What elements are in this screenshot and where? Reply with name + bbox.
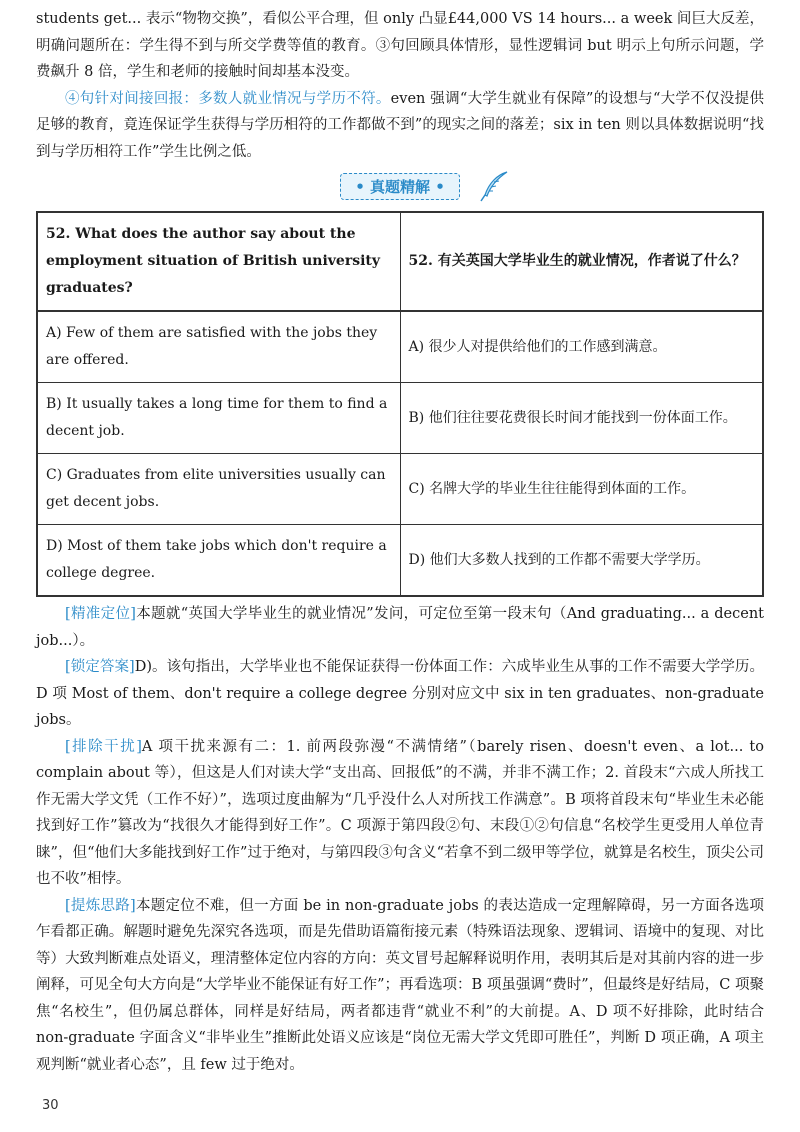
question-row — [37, 212, 763, 311]
analysis-body: even 强调“大学生就业有保障”的设想与“大学不仅没提供足够的教育，竟连保证学生获得与学历相符的工作都做不到”的现实之间的落差；six in ten 则以具体数据说明“找到与学历相符工作”学生比例之低。 — [36, 90, 764, 160]
option-row — [37, 311, 763, 383]
option-english: B) It usually takes a long time for them to find a decent job. — [37, 383, 400, 454]
section-banner-title: • 真题精解 • — [340, 173, 460, 200]
option-row — [37, 454, 763, 525]
section-text: 本题定位不难，但一方面 be in non-graduate jobs 的表达造成一定理解障碍，另一方面各选项乍看都正确。解题时避免先深究各选项，而是先借助语篇衔接元素（特殊语法现象、逻辑词、语境中的复现、对比等）大致判断难点处语义，理清整体定位内容的方向：英文冒号起解释说明作用，表明其后是对其前内容的进一步阐释，可见全句大方向是“大学毕业不能保证有好工作”；再看选项：B 项虽强调“费时”，但最终是好结局，C 项聚焦“名校生”，但仍属总群体，同样是好结局，两者都违背“就业不利”的大前提。A、D 项不好排除，此时结合 non-graduate 字面含义“非毕业生”推断此处语义应该是“岗位无需大学文凭即可胜任”，判断 D 项正确，A 项主观判断“就业者心态”，且 few 过于绝对。 — [36, 897, 764, 1073]
analysis-paragraph-2 — [36, 86, 764, 166]
question-english: 52. What does the author say about the employment situation of British university graduates? — [37, 212, 400, 311]
section-eliminate — [36, 734, 764, 893]
option-chinese: B) 他们往往要花费很长时间才能找到一份体面工作。 — [400, 383, 763, 454]
section-text: A 项干扰来源有二：1. 前两段弥漫“不满情绪”（barely risen、doesn't even、a lot... to complain about 等），但这是人们对读大学“支出高、回报低”的不满，并非不满工作；2. 首段末“六成人所找工作无需大学文凭（工作不好）”，选项过度曲解为“几乎没什么人对所找工作满意”。B 项将首段末句“毕业生未必能找到好工作”篡改为“找很久才能得到好工作”。C 项源于第四段②句、末段①②句信息“名校学生更受用人单位青睐”，但“他们大多能找到好工作”过于绝对，与第四段③句含义“若拿不到二级甲等学位，就算是名校生，顶尖公司也不收”相悖。 — [36, 738, 764, 887]
section-tag: [锁定答案] — [65, 659, 135, 675]
feather-pen-icon — [477, 169, 511, 203]
section-tag: [提炼思路] — [65, 897, 136, 914]
section-text: 本题就“英国大学毕业生的就业情况”发问，可定位至第一段末句（And graduating... a decent job...）。 — [36, 606, 764, 649]
analysis-paragraph: students get... 表示“物物交换”，看似公平合理，但 only 凸显£44,000 VS 14 hours... a week 间巨大反差，明确问题所在：学生得不到与所交学费等值的教育。③句回顾具体情形，显性逻辑词 but 明示上句所示问题，学费飙升 8 倍，学生和老师的接触时间却基本没变。 — [36, 11, 764, 80]
question-table — [36, 211, 764, 597]
option-chinese: D) 他们大多数人找到的工作都不需要大学学历。 — [400, 525, 763, 597]
section-tag: [精准定位] — [65, 606, 136, 622]
option-row — [37, 525, 763, 597]
section-banner — [36, 173, 764, 205]
option-english: C) Graduates from elite universities usually can get decent jobs. — [37, 454, 400, 525]
question-chinese: 52. 有关英国大学毕业生的就业情况，作者说了什么？ — [400, 212, 763, 311]
option-english: D) Most of them take jobs which don't require a college degree. — [37, 525, 400, 597]
option-english: A) Few of them are satisfied with the jobs they are offered. — [37, 311, 400, 383]
page-number: 30 — [42, 1098, 59, 1113]
section-tag: [排除干扰] — [65, 738, 142, 755]
section-strategy — [36, 893, 764, 1079]
page-content — [36, 6, 764, 1078]
option-chinese: A) 很少人对提供给他们的工作感到满意。 — [400, 311, 763, 383]
option-row — [37, 383, 763, 454]
analysis-highlight: ④句针对间接回报：多数人就业情况与学历不符。 — [65, 90, 391, 107]
option-chinese: C) 名牌大学的毕业生往往能得到体面的工作。 — [400, 454, 763, 525]
section-answer — [36, 654, 764, 734]
section-locate — [36, 601, 764, 654]
section-text: D)。该句指出，大学毕业也不能保证获得一份体面工作：六成毕业生从事的工作不需要大学学历。D 项 Most of them、don't require a college degree 分别对应文中 six in ten graduates、non-graduate jobs。 — [36, 659, 764, 728]
